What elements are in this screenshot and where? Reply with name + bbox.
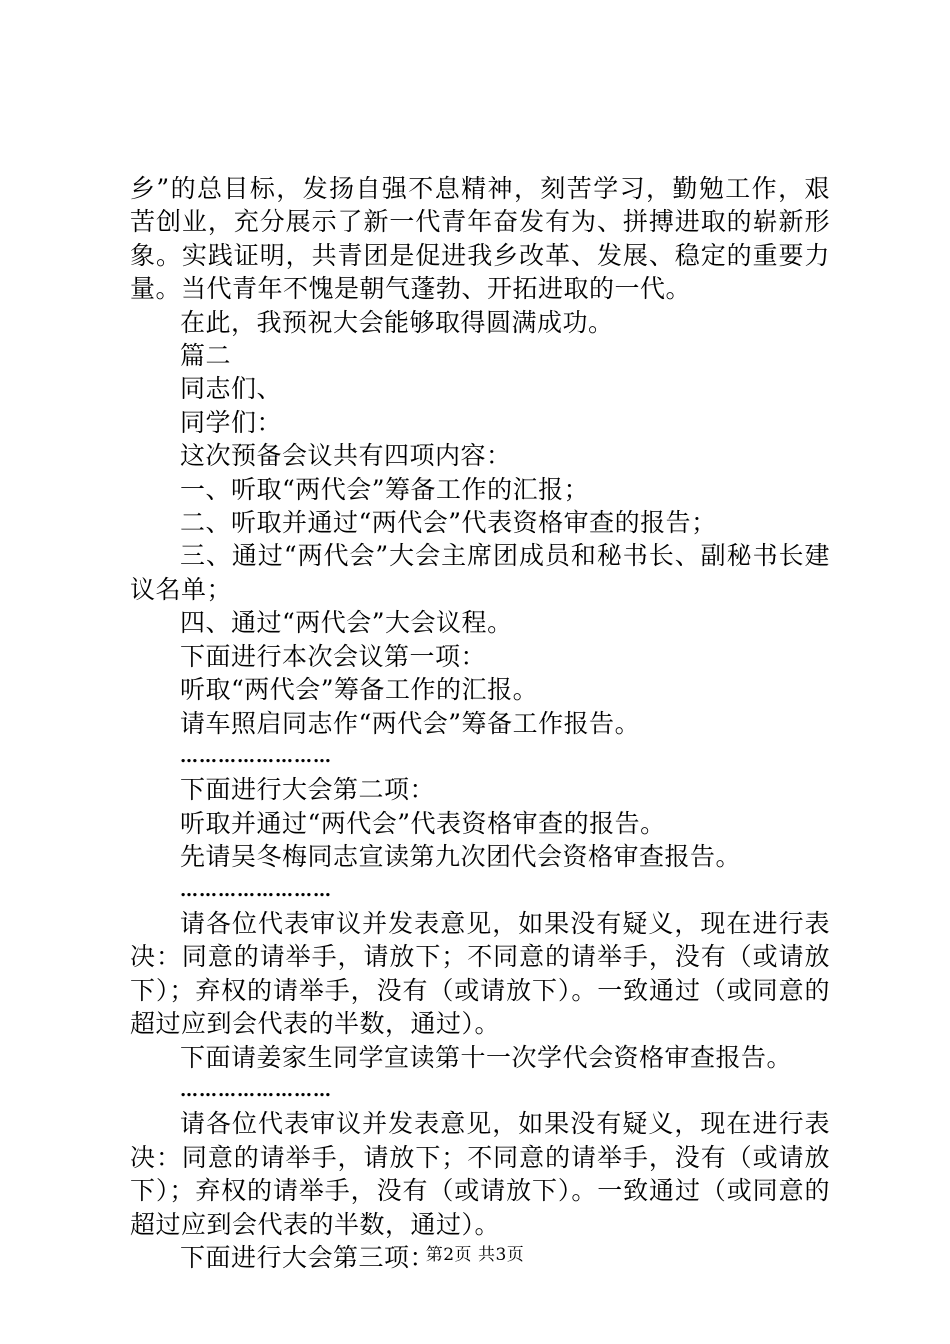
section-heading: 篇二 (180, 341, 232, 371)
paragraph: 请各位代表审议并发表意见，如果没有疑义，现在进行表决：同意的请举手，请放下；不同意的请举手，没有（或请放下）；弃权的请举手，没有（或请放下）。一致通过（或同意的超过应到会代表的半数，通过）。 (130, 908, 830, 1039)
agenda-item: 二、听取并通过“两代会”代表资格审查的报告； (180, 508, 717, 538)
paragraph: 请各位代表审议并发表意见，如果没有疑义，现在进行表决：同意的请举手，请放下；不同意的请举手，没有（或请放下）；弃权的请举手，没有（或请放下）。一致通过（或同意的超过应到会代表的半数，通过）。 (130, 1109, 830, 1239)
paragraph: 下面进行本次会议第一项： (180, 641, 487, 671)
salutation: 同志们、 (180, 374, 283, 404)
ellipsis-divider: …………………… (180, 879, 332, 901)
paragraph: 请车照启同志作“两代会”筹备工作报告。 (180, 708, 641, 738)
agenda-item: 四、通过“两代会”大会议程。 (180, 608, 513, 638)
agenda-item: 三、通过“两代会”大会主席团成员和秘书长、副秘书长建议名单； (130, 541, 830, 604)
agenda-item: 一、听取“两代会”筹备工作的汇报； (180, 474, 590, 504)
paragraph: 听取并通过“两代会”代表资格审查的报告。 (180, 808, 666, 838)
paragraph: 下面进行大会第二项： (180, 775, 436, 805)
salutation: 同学们： (180, 407, 283, 437)
document-body (130, 172, 830, 1274)
paragraph: 听取“两代会”筹备工作的汇报。 (180, 675, 539, 705)
page-footer (0, 1244, 950, 1266)
paragraph: 下面进行大会第三项： (180, 1243, 436, 1272)
ellipsis-divider: …………………… (180, 745, 332, 767)
paragraph: 乡”的总目标，发扬自强不息精神，刻苦学习，勤勉工作，艰苦创业，充分展示了新一代青年奋发有为、拼搏进取的崭新形象。实践证明，共青团是促进我乡改革、发展、稳定的重要力量。当代青年不愧是朝气蓬勃、开拓进取的一代。 (130, 174, 830, 304)
paragraph: 这次预备会议共有四项内容： (180, 441, 512, 471)
paragraph: 在此，我预祝大会能够取得圆满成功。 (180, 307, 614, 337)
paragraph: 下面请姜家生同学宣读第十一次学代会资格审查报告。 (180, 1042, 793, 1072)
page-number: 第2页 共3页 (425, 1245, 525, 1265)
paragraph: 先请吴冬梅同志宣读第九次团代会资格审查报告。 (180, 842, 742, 872)
ellipsis-divider: …………………… (180, 1079, 332, 1101)
